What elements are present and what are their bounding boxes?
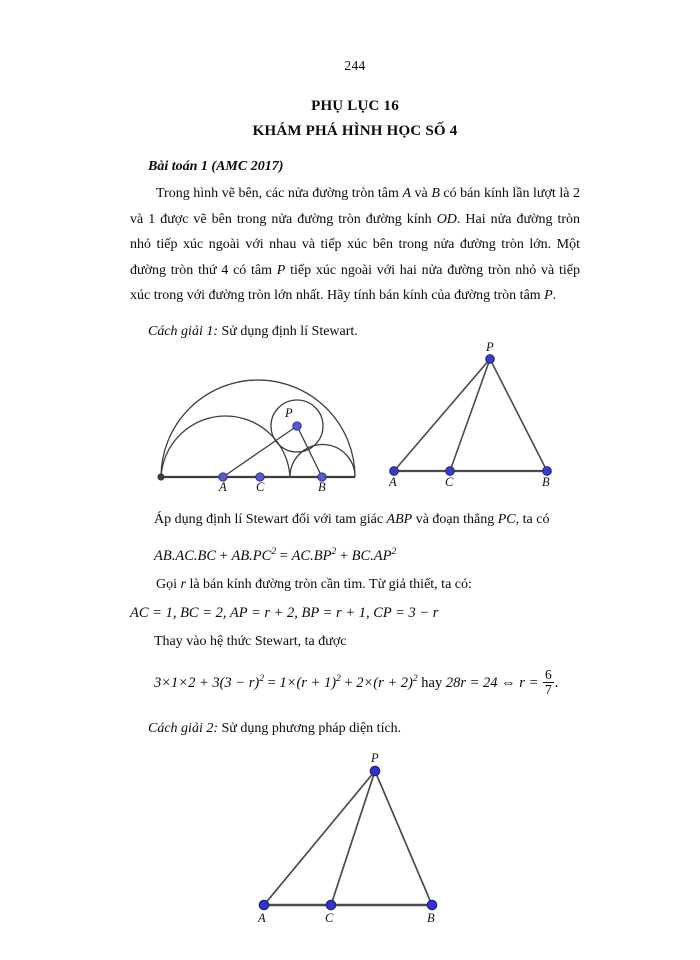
final-rhs-2-sup: 2 — [412, 672, 418, 684]
triangle2-side-ap — [264, 771, 375, 905]
fraction-denominator: 7 — [544, 682, 552, 698]
stewart-intro — [130, 507, 580, 533]
semicircle-construction-diagram — [158, 351, 373, 494]
eq-op-2: + — [336, 547, 352, 564]
eq-sup-2: 2 — [331, 546, 337, 557]
triangle2-label-a: A — [258, 910, 266, 925]
eq-term-4: BC.AP — [351, 547, 392, 564]
big-semicircle-od — [161, 380, 355, 477]
stmt-part-5: tiếp xúc ngoài với hai nửa đường tròn nhỏ và tiếp xúc trong với đường tròn lớn nhất. Hãy tính bán kính của đường tròn tâm — [130, 262, 580, 303]
final-lhs: 3×1×2 + 3(3 − r) — [154, 674, 260, 691]
triangle1-label-b: B — [542, 474, 550, 489]
method-1-text: Sử dụng định lí Stewart. — [218, 323, 358, 339]
final-fraction — [543, 668, 554, 698]
final-period: . — [554, 674, 559, 691]
stmt-part-6: . — [552, 288, 557, 303]
eq-term-3: AC.BP — [291, 547, 332, 564]
triangle2-point-b — [427, 900, 437, 910]
page-number: 244 — [344, 58, 366, 73]
point-o — [157, 473, 164, 480]
var-a: A — [402, 186, 411, 201]
triangle2-side-pb — [375, 771, 432, 905]
given-intro — [130, 572, 580, 598]
triangle2-label-p: P — [371, 750, 379, 765]
semicircle-center-b — [290, 444, 355, 477]
stewart-equation — [154, 540, 580, 568]
var-od: OD — [436, 211, 457, 227]
eq-sup-3: 2 — [391, 546, 397, 557]
var-abp: ABP — [386, 511, 413, 527]
eq-op-1: + — [216, 547, 232, 564]
problem-label: Bài toán 1 (AMC 2017) — [148, 159, 284, 174]
stmt-part-4: . Hai nửa đường tròn nhỏ tiếp xúc ngoài với nhau và tiếp xúc bên trong nửa đường tròn lớn. Một đường tròn thứ 4 có tâm — [130, 211, 581, 278]
substitute-text: Thay vào hệ thức Stewart, ta được — [154, 634, 347, 650]
final-iff: ⇔ — [501, 674, 516, 691]
triangle-abp-cevian-diagram — [380, 339, 560, 493]
eq-sup-1: 2 — [271, 546, 277, 557]
stewart-intro-2: và đoạn thẳng — [412, 511, 498, 527]
method-2-label: Cách giải 2: — [148, 720, 218, 736]
stewart-intro-3: , ta có — [515, 511, 550, 527]
problem-statement — [130, 181, 580, 309]
final-hay: hay — [417, 674, 446, 691]
fraction-numerator: 6 — [544, 666, 552, 682]
var-p-2: P — [544, 288, 553, 303]
final-equation — [154, 667, 580, 698]
method-1-heading — [148, 321, 580, 343]
label-a: A — [219, 479, 227, 494]
stmt-part-2: và — [411, 186, 432, 201]
triangle2-cevian-pc — [331, 771, 375, 905]
triangle1-label-p: P — [486, 339, 494, 354]
triangle2-label-c: C — [325, 910, 334, 925]
triangle1-side-ap — [394, 359, 490, 471]
final-result-2: r = — [515, 674, 542, 691]
triangle2-label-b: B — [427, 910, 435, 925]
var-pc: PC — [497, 511, 516, 527]
stmt-part-1: Trong hình vẽ bên, các nửa đường tròn tâm — [156, 186, 403, 201]
eq-term-2: AB.PC — [231, 547, 272, 564]
triangle2-point-a — [259, 900, 269, 910]
triangle1-point-p — [486, 354, 495, 363]
triangle-abp-area-diagram — [242, 750, 462, 930]
final-lhs-sup: 2 — [259, 672, 264, 684]
segment-ap — [223, 426, 297, 477]
final-result-1: 28r = 24 — [445, 674, 502, 691]
given-intro-2: là bán kính đường tròn cần tìm. Từ giả thiết, ta có: — [185, 576, 472, 592]
page-content — [130, 58, 580, 932]
page-title-subject: KHÁM PHÁ HÌNH HỌC SỐ 4 — [252, 123, 458, 139]
method-2-heading — [148, 718, 580, 740]
label-c: C — [256, 479, 265, 494]
final-rhs-1-sup: 2 — [336, 672, 341, 684]
var-p-1: P — [276, 262, 286, 278]
var-r: r — [180, 576, 186, 592]
eq-equals: = — [276, 547, 292, 564]
final-rhs-2: 2×(r + 2) — [356, 674, 413, 691]
method-1-label: Cách giải 1: — [148, 323, 218, 339]
eq-term-1: AB.AC.BC — [154, 547, 217, 564]
triangle1-side-pb — [490, 359, 547, 471]
given-values: AC = 1, BC = 2, AP = r + 2, BP = r + 1, CP = 3 − r — [130, 605, 439, 622]
stewart-intro-1: Áp dụng định lí Stewart đối với tam giác — [154, 511, 387, 527]
figure-row-2 — [130, 744, 580, 932]
var-b: B — [431, 186, 440, 201]
figure-row-1 — [130, 339, 580, 503]
page-title-appendix: PHỤ LỤC 16 — [311, 98, 399, 114]
method-2-text: Sử dụng phương pháp diện tích. — [218, 720, 402, 736]
triangle2-point-p — [370, 766, 380, 776]
point-p — [293, 421, 301, 429]
triangle1-label-c: C — [445, 474, 454, 489]
triangle2-point-c — [326, 900, 336, 910]
given-intro-1: Gọi — [156, 576, 181, 592]
triangle1-cevian-pc — [450, 359, 490, 471]
final-rhs-1: 1×(r + 1) — [279, 674, 337, 691]
label-b: B — [318, 479, 326, 494]
triangle1-label-a: A — [389, 474, 397, 489]
final-eq-sign: = — [263, 674, 280, 691]
stmt-part-3: có bán kính lần lượt là 2 và 1 được vẽ bên trong nửa đường tròn đường kính — [130, 186, 580, 227]
final-plus: + — [340, 674, 357, 691]
label-p: P — [285, 405, 293, 420]
